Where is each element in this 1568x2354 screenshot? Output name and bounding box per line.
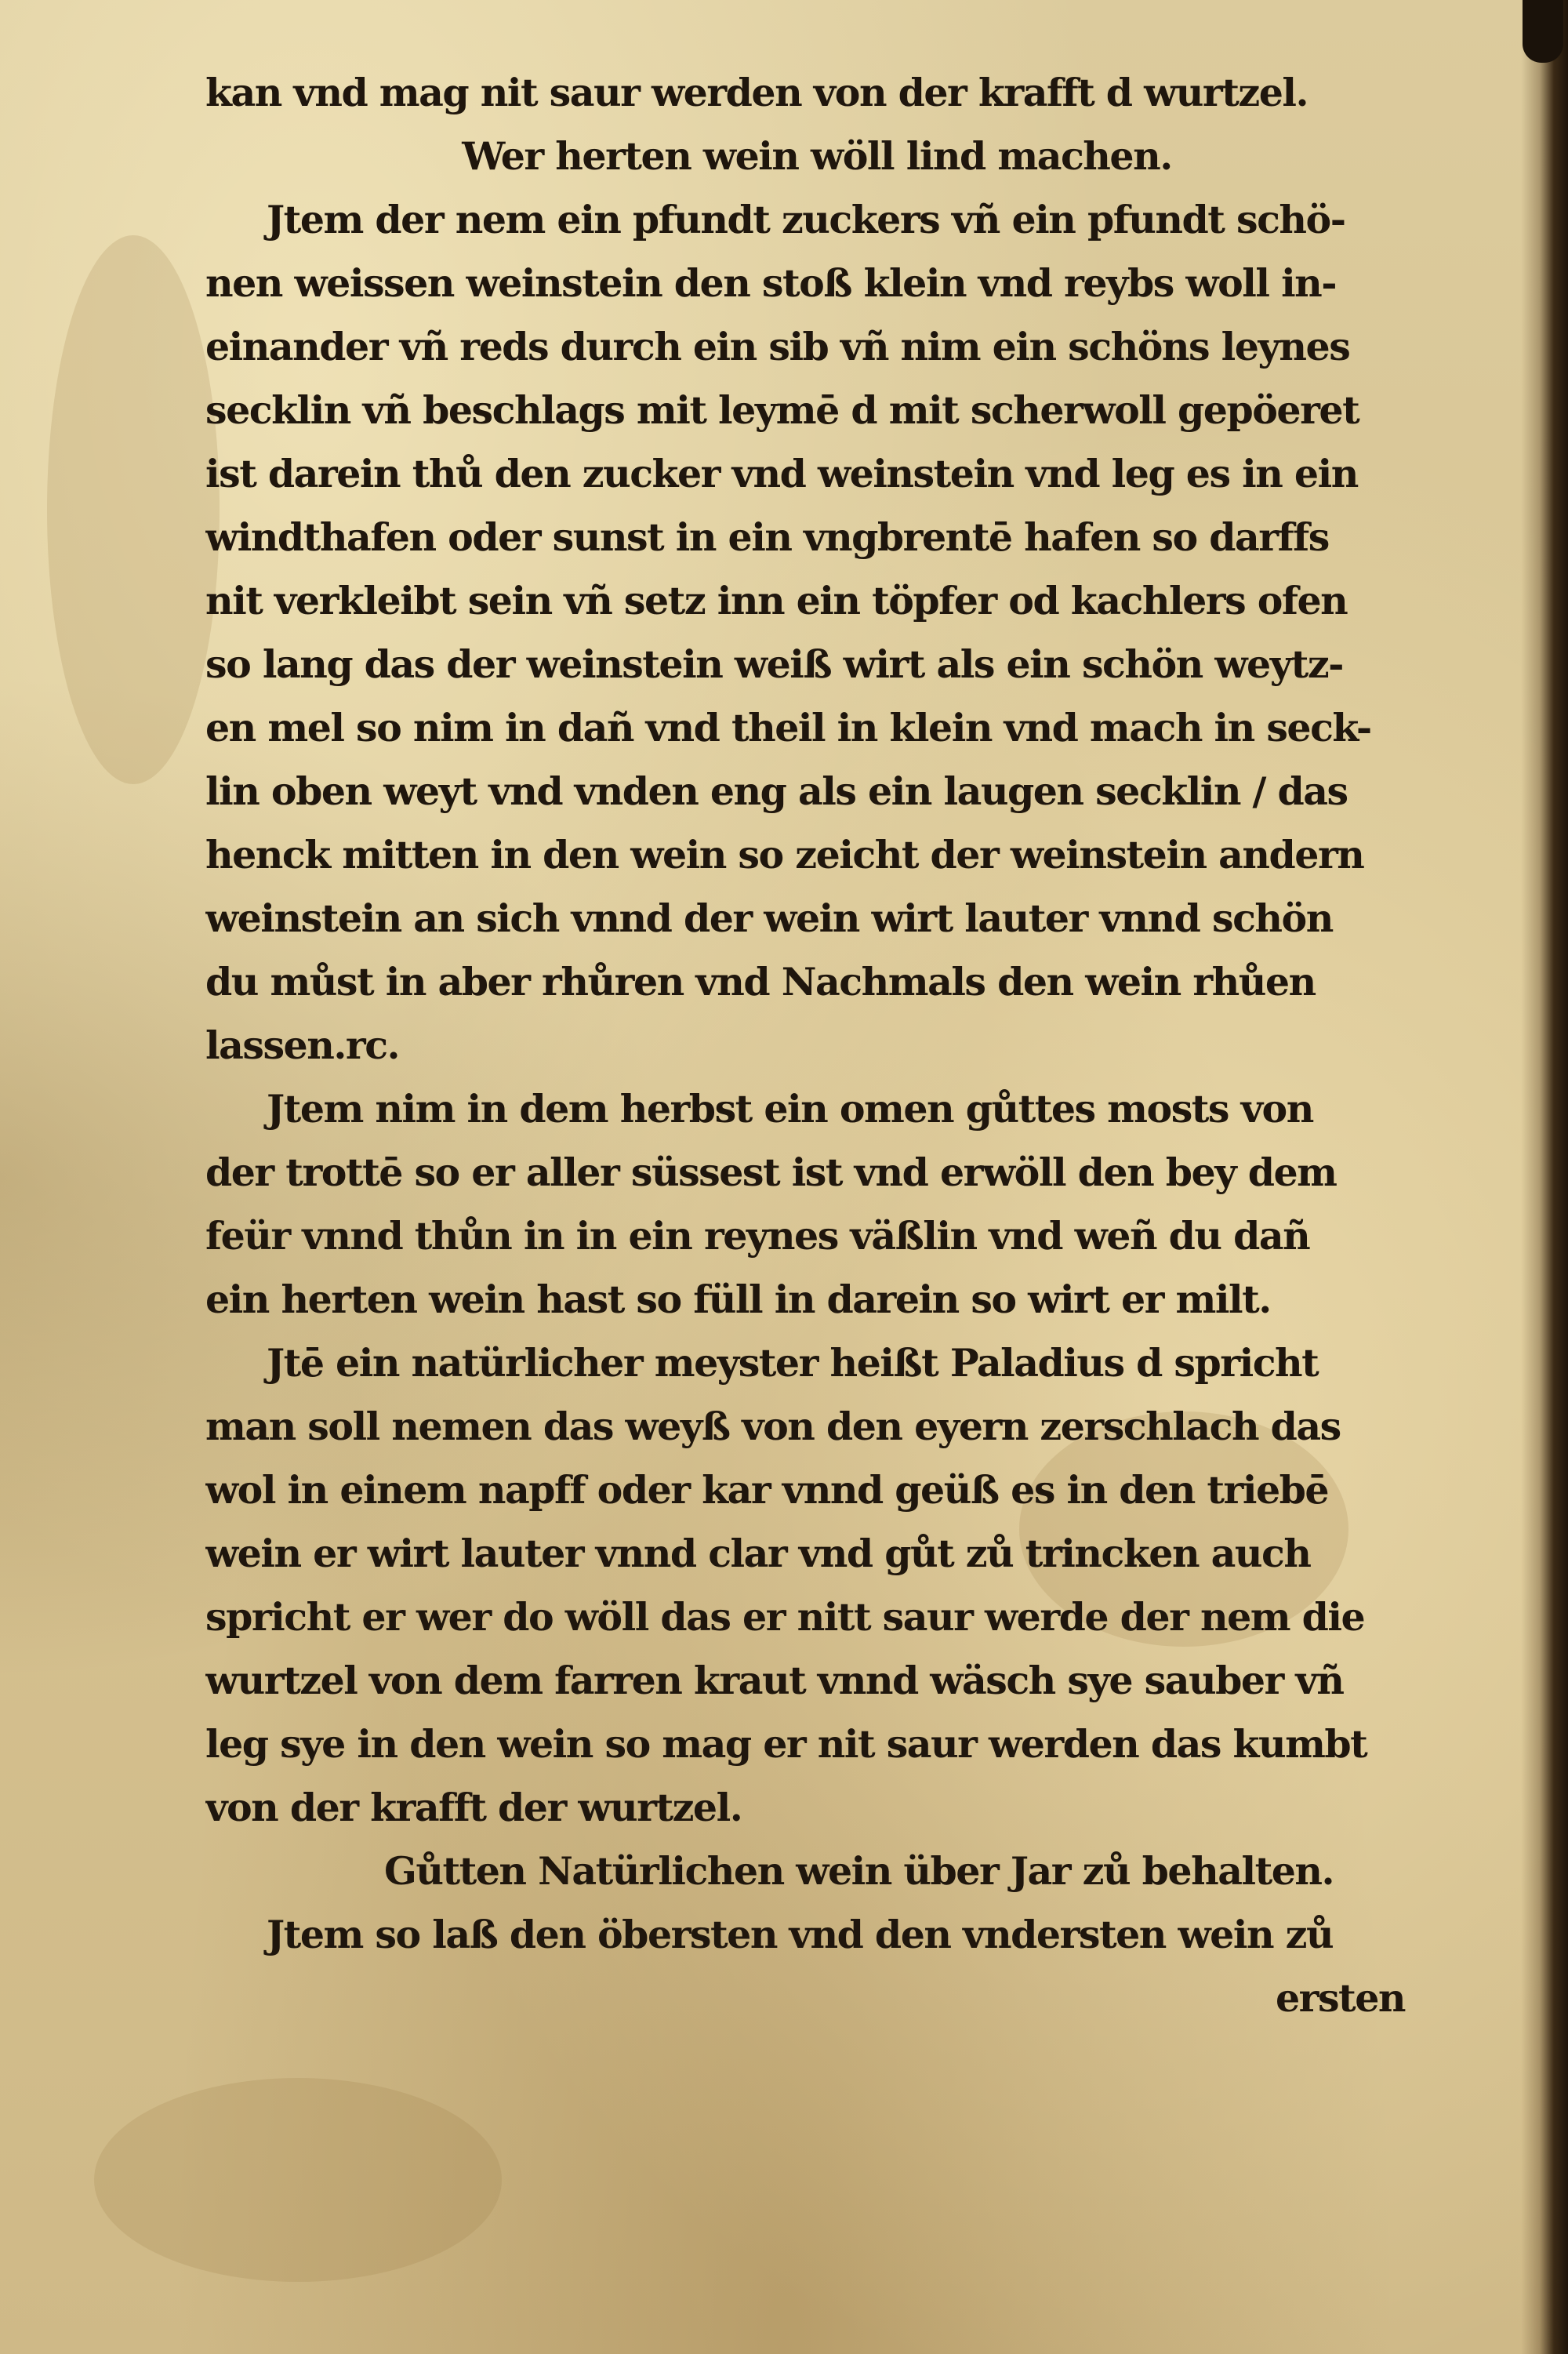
text-line: so lang das der weinstein weiß wirt als ein schön weytz- xyxy=(205,641,1343,687)
section-heading: Wer herten wein wöll lind machen. xyxy=(462,133,1172,179)
body-text xyxy=(205,61,1428,2030)
text-line: weinstein an sich vnnd der wein wirt lauter vnnd schön xyxy=(205,895,1333,941)
paper-stain xyxy=(94,2078,502,2282)
catchword: ersten xyxy=(1275,1975,1405,2021)
text-line: du můst in aber rhůren vnd Nachmals den wein rhůen xyxy=(205,959,1316,1004)
text-line: von der krafft der wurtzel. xyxy=(205,1785,742,1830)
text-line: leg sye in den wein so mag er nit saur werden das kumbt xyxy=(205,1721,1367,1767)
text-line: ein herten wein hast so füll in darein so wirt er milt. xyxy=(205,1277,1271,1322)
text-line: der trottē so er aller süssest ist vnd erwöll den bey dem xyxy=(205,1150,1337,1195)
paragraph-start: Jtem nim in dem herbst ein omen gůttes mosts von xyxy=(267,1086,1313,1132)
text-line: ist darein thů den zucker vnd weinstein vnd leg es in ein xyxy=(205,451,1358,496)
text-line: nit verkleibt sein vñ setz inn ein töpfer od kachlers ofen xyxy=(205,578,1348,623)
paragraph-start: Jtem der nem ein pfundt zuckers vñ ein pfundt schö- xyxy=(267,197,1345,242)
section-heading: Gůtten Natürlichen wein über Jar zů behalten. xyxy=(384,1848,1334,1894)
text-line: henck mitten in den wein so zeicht der weinstein andern xyxy=(205,832,1364,877)
text-line: nen weissen weinstein den stoß klein vnd reybs woll in- xyxy=(205,260,1337,306)
text-line: einander vñ reds durch ein sib vñ nim ein schöns leynes xyxy=(205,324,1350,369)
text-line: secklin vñ beschlags mit leymē d mit scherwoll gepöeret xyxy=(205,387,1359,433)
text-line: wurtzel von dem farren kraut vnnd wäsch sye sauber vñ xyxy=(205,1658,1344,1703)
text-line: spricht er wer do wöll das er nitt saur werde der nem die xyxy=(205,1594,1365,1640)
text-line: feür vnnd thůn in in ein reynes väßlin vnd weñ du dañ xyxy=(205,1213,1310,1259)
text-line: lassen.rc. xyxy=(205,1023,400,1068)
text-line: lin oben weyt vnd vnden eng als ein laugen secklin / das xyxy=(205,768,1348,814)
paragraph-start: Jtē ein natürlicher meyster heißt Paladius d spricht xyxy=(267,1340,1319,1386)
text-line: en mel so nim in dañ vnd theil in klein vnd mach in seck- xyxy=(205,705,1371,750)
paper-stain xyxy=(47,235,220,784)
text-line: wein er wirt lauter vnnd clar vnd gůt zů trincken auch xyxy=(205,1531,1311,1576)
text-line: kan vnd mag nit saur werden von der krafft d wurtzel. xyxy=(205,70,1308,115)
page-spine-shadow xyxy=(1521,0,1568,2354)
text-line: wol in einem napff oder kar vnnd geüß es in den triebē xyxy=(205,1467,1329,1513)
ink-blot xyxy=(1523,0,1563,63)
paragraph-start: Jtem so laß den öbersten vnd den vndersten wein zů xyxy=(267,1912,1334,1957)
text-line: man soll nemen das weyß von den eyern zerschlach das xyxy=(205,1404,1341,1449)
text-line: windthafen oder sunst in ein vngbrentē hafen so darffs xyxy=(205,514,1329,560)
